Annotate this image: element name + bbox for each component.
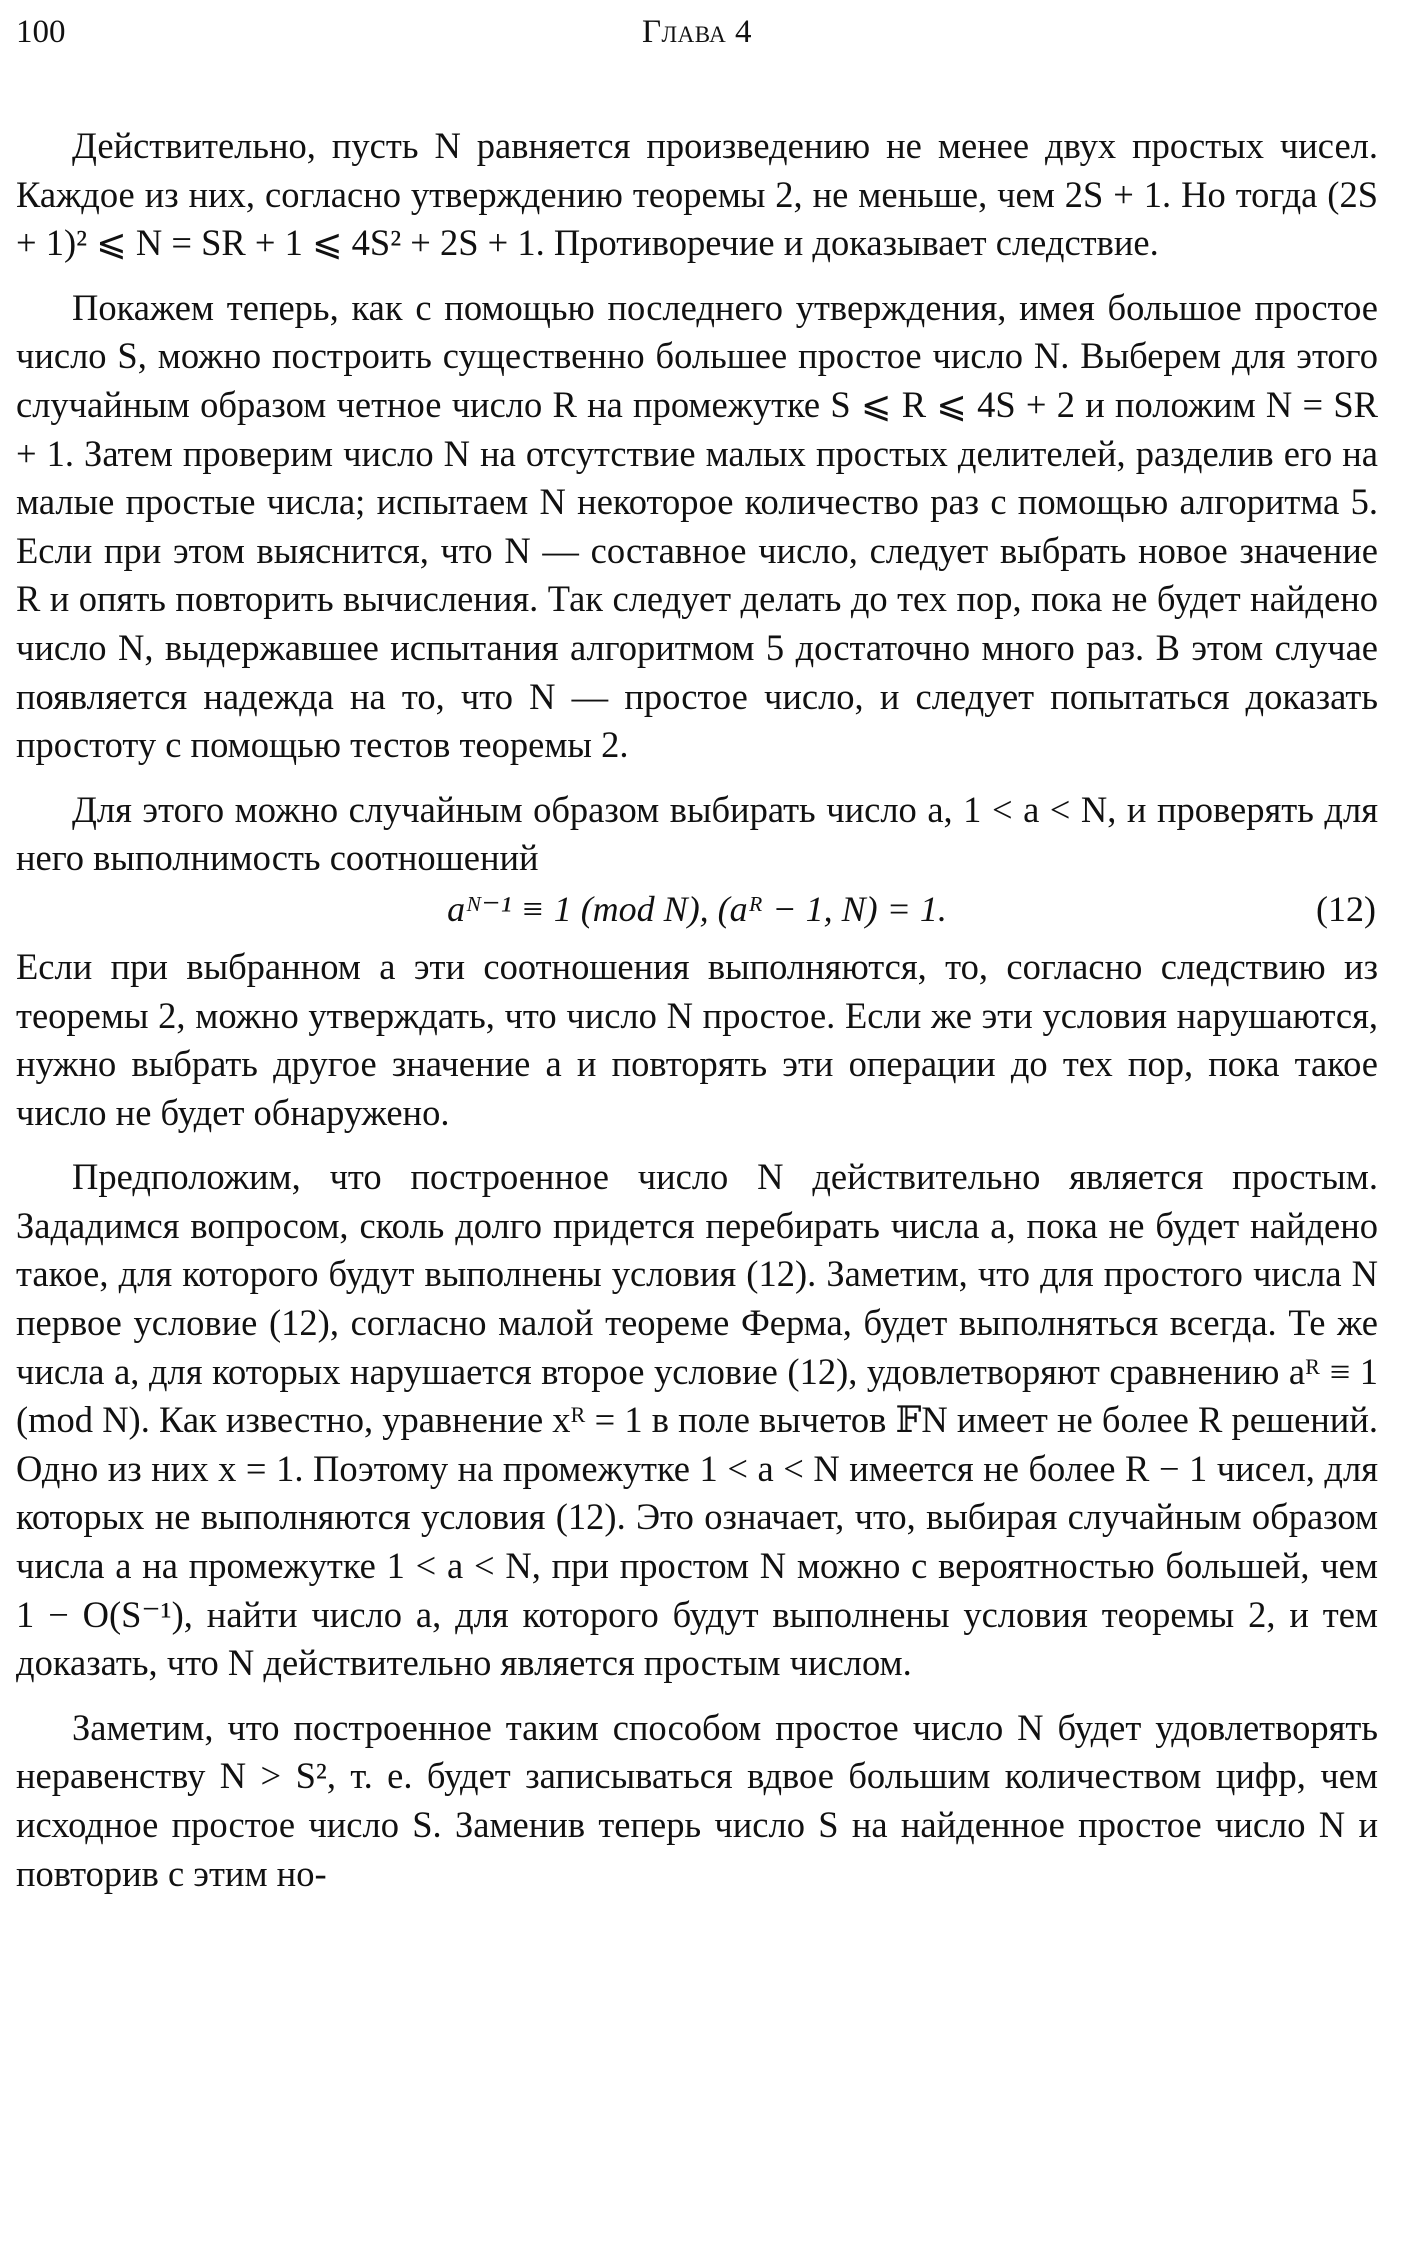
paragraph-2: Покажем теперь, как с помощью последнего утверждения, имея большое простое число S, можно построить существенно большее простое число N. Выберем для этого случайным образом четное число R на промежутке S ⩽ R ⩽ 4S + 2 и положим N = SR + 1. Затем проверим число N на отсутствие малых простых делителей, разделив его на малые простые числа; испытаем N некоторое количество раз с помощью алгоритма 5. Если при этом выяснится, что N — составное число, следует выбрать новое значение R и опять повторить вычисления. Так следует делать до тех пор, пока не будет найдено число N, выдержавшее испытания алгоритмом 5 достаточно много раз. В этом случае появляется надежда на то, что N — простое число, и следует попытаться доказать простоту с помощью тестов теоремы 2. <box>16 286 1378 766</box>
paragraph-6: Заметим, что построенное таким способом простое число N будет удовлетворять неравенству N > S², т. е. будет записываться вдвое большим количеством цифр, чем исходное простое число S. Заменив теперь число S на найденное простое число N и повторив с этим но- <box>16 1706 1378 1894</box>
paragraph-1: Действительно, пусть N равняется произведению не менее двух простых чисел. Каждое из них, согласно утверждению теоремы 2, не меньше, чем 2S + 1. Но тогда (2S + 1)² ⩽ N = SR + 1 ⩽ 4S² + 2S + 1. Противоречие и доказывает следствие. <box>16 125 1378 264</box>
book-page <box>16 0 1378 1894</box>
page-number: 100 <box>16 14 66 50</box>
formula-number: (12) <box>1316 888 1376 929</box>
paragraph-5: Предположим, что построенное число N действительно является простым. Зададимся вопросом, сколь долго придется перебирать числа a, пока не будет найдено такое, для которого будут выполнены условия (12). Заметим, что для простого числа N первое условие (12), согласно малой теореме Ферма, будет выполняться всегда. Те же числа a, для которых нарушается второе условие (12), удовлетворяют сравнению aᴿ ≡ 1 (mod N). Как известно, уравнение xᴿ = 1 в поле вычетов 𝔽N имеет не более R решений. Одно из них x = 1. Поэтому на промежутке 1 < a < N имеется не более R − 1 чисел, для которых не выполняются условия (12). Это означает, что, выбирая случайным образом числа a на промежутке 1 < a < N, при простом N можно с вероятностью большей, чем 1 − O(S⁻¹), найти число a, для которого будут выполнены условия теоремы 2, и тем доказать, что N действительно является простым числом. <box>16 1156 1378 1684</box>
formula-expression: aᴺ⁻¹ ≡ 1 (mod N), (aᴿ − 1, N) = 1. <box>447 888 947 929</box>
display-formula-12 <box>16 881 1378 941</box>
paragraph-4: Если при выбранном a эти соотношения выполняются, то, согласно следствию из теоремы 2, можно утверждать, что число N простое. Если же эти условия нарушаются, нужно выбрать другое значение a и повторять эти операции до тех пор, пока такое число не будет обнаружено. <box>16 945 1378 1133</box>
paragraph-3: Для этого можно случайным образом выбирать число a, 1 < a < N, и проверять для него выполнимость соотношений <box>16 788 1378 879</box>
running-head: Глава 4 <box>641 14 753 50</box>
page-body <box>16 122 1378 1898</box>
page-header <box>16 8 1378 58</box>
